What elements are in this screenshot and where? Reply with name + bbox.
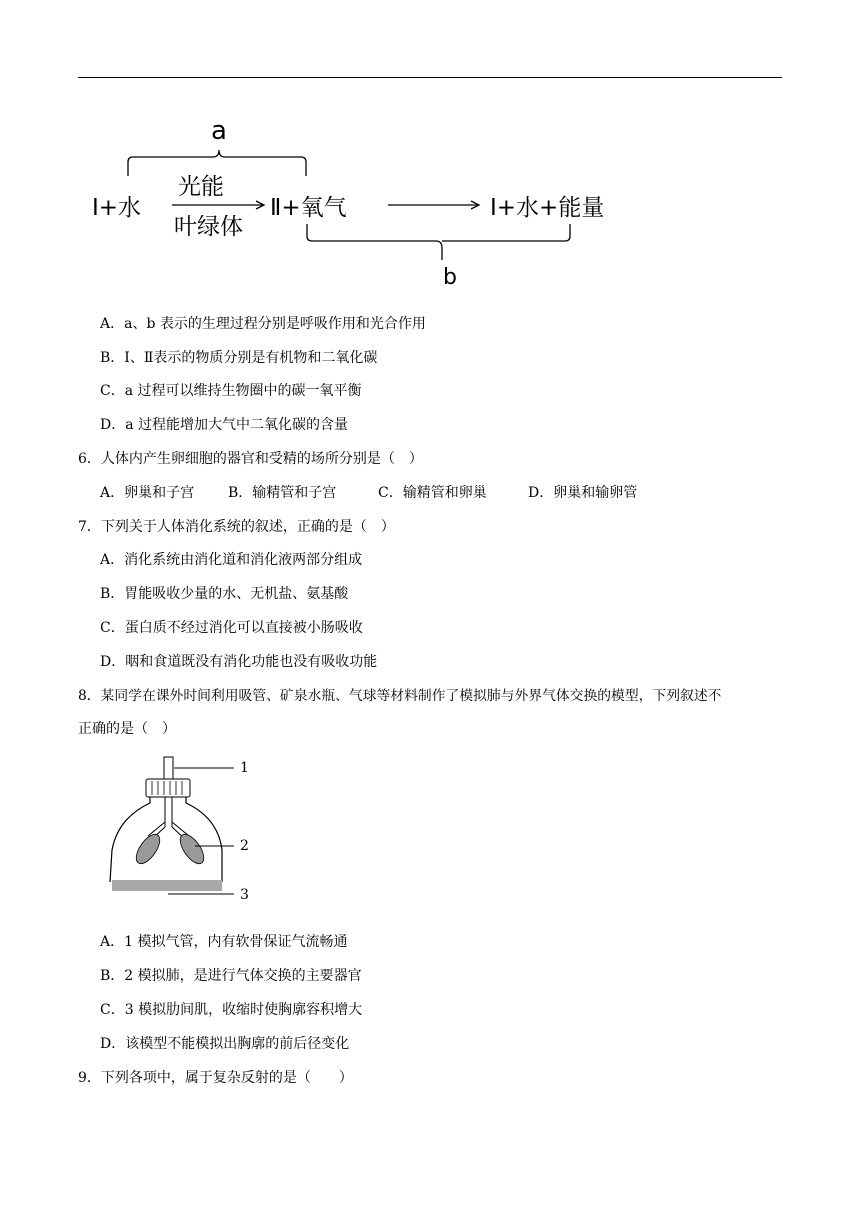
q7-option-c: C．蛋白质不经过消化可以直接被小肠吸收: [100, 620, 363, 636]
q5-option-d: D．a 过程能增加大气中二氧化碳的含量: [100, 417, 349, 433]
diagram-label-a: a: [211, 116, 227, 146]
figure-label-2: 2: [240, 838, 249, 854]
q5-option-c: C．a 过程可以维持生物圈中的碳一氧平衡: [100, 383, 362, 399]
diagram-arrow-bottom-label: 叶绿体: [174, 214, 243, 240]
q5-option-a: A．a、b 表示的生理过程分别是呼吸作用和光合作用: [100, 316, 426, 332]
q7-option-a: A．消化系统由消化道和消化液两部分组成: [100, 552, 363, 568]
diagram-arrow-top-label: 光能: [178, 174, 224, 200]
q8-option-a: A．1 模拟气管，内有软骨保证气流畅通: [100, 934, 348, 950]
q6-option-b: B．输精管和子宫: [228, 485, 337, 501]
figure-label-3: 3: [240, 887, 249, 903]
q8-option-c: C．3 模拟肋间肌，收缩时使胸廓容积增大: [100, 1002, 363, 1018]
figure-label-1: 1: [240, 760, 249, 776]
q7-option-d: D．咽和食道既没有消化功能也没有吸收功能: [100, 654, 378, 670]
q6-stem: 6．人体内产生卵细胞的器官和受精的场所分别是（ ）: [78, 451, 423, 467]
diagram-left-term: Ⅰ+水: [92, 195, 142, 221]
q6-option-a: A．卵巢和子宫: [100, 485, 195, 501]
diagram-right-term: Ⅰ+水+能量: [490, 195, 605, 221]
q7-option-b: B．胃能吸收少量的水、无机盐、氨基酸: [100, 586, 349, 602]
q8-option-d: D．该模型不能模拟出胸廓的前后径变化: [100, 1036, 350, 1052]
diagram-middle-term: Ⅱ+氧气: [270, 195, 347, 221]
q6-option-c: C．输精管和卵巢: [378, 485, 487, 501]
q9-stem: 9．下列各项中，属于复杂反射的是（ ）: [78, 1070, 353, 1086]
q8-stem-line2: 正确的是（ ）: [78, 721, 176, 737]
q8-option-b: B．2 模拟肺，是进行气体交换的主要器官: [100, 968, 362, 984]
q6-option-d: D．卵巢和输卵管: [528, 485, 638, 501]
q5-option-b: B．Ⅰ、Ⅱ表示的物质分别是有机物和二氧化碳: [100, 350, 378, 366]
q8-stem-line1: 8．某同学在课外时间利用吸管、矿泉水瓶、气球等材料制作了模拟肺与外界气体交换的模型，下列叙述不: [78, 688, 722, 704]
diagram-label-b: b: [443, 265, 457, 290]
q7-stem: 7．下列关于人体消化系统的叙述，正确的是（ ）: [78, 519, 395, 535]
